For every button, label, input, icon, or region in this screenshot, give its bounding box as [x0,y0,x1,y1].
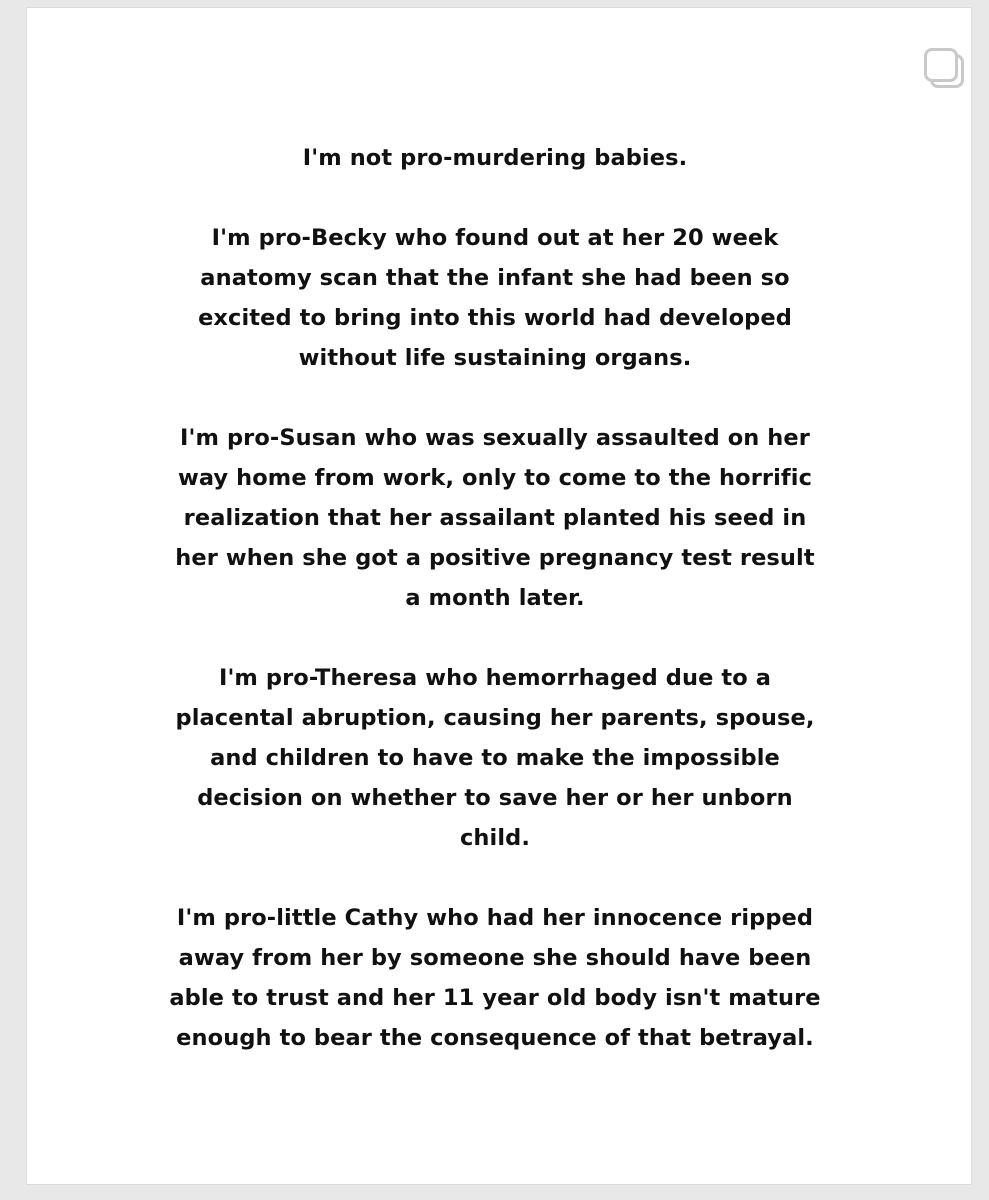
paragraph-intro: I'm not pro-murdering babies. [302,145,688,171]
paragraph-theresa: I'm pro-Theresa who hemorrhaged due to a placental abruption, causing her parents, spouse, and children to have to make the impossible decision on whether to save her or her unborn child. [175,665,815,851]
multiple-images-icon-front [924,48,958,82]
paragraph-cathy: I'm pro-little Cathy who had her innocence ripped away from her by someone she should have been able to trust and her 11 year old body isn't mature enough to bear the consequence of that betrayal. [169,905,821,1051]
paragraph-becky: I'm pro-Becky who found out at her 20 week anatomy scan that the infant she had been so excited to bring into this world had developed without life sustaining organs. [198,225,792,371]
multiple-images-icon[interactable] [922,46,968,92]
paragraph-susan: I'm pro-Susan who was sexually assaulted on her way home from work, only to come to the horrific realization that her assailant planted his seed in her when she got a positive pregnancy test result a month later. [175,425,815,611]
post-text [95,138,895,1058]
